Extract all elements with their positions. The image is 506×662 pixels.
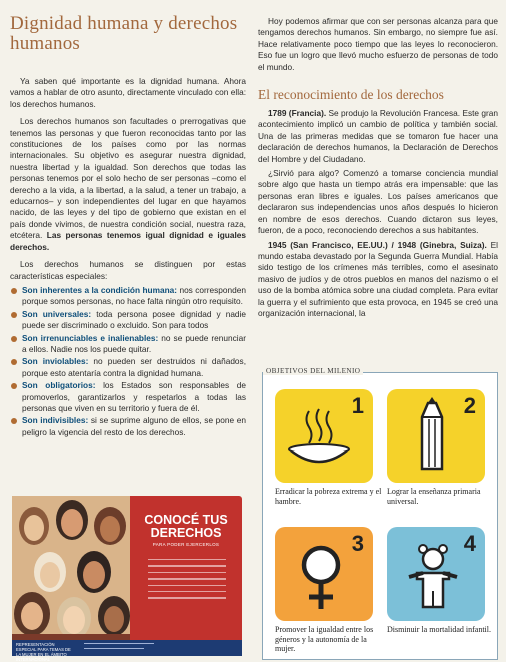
goal-tile-4 <box>387 527 485 621</box>
bowl-icon <box>275 389 373 483</box>
goal-caption-3: Promover la igualdad entre los géneros y la autonomía de la mujer. <box>275 625 374 654</box>
left-column <box>10 0 246 438</box>
characteristic-term: Son inherentes a la condición humana: <box>22 284 178 295</box>
definition-text: Los derechos humanos son facultades o prerrogativas que tenemos las personas y que fueron reconocidas tanto por las constituciones de los países como por las normas internacionales. Su objetivo es asegurar nuestra dignidad, nuestra libertad y la igualdad. Son derechos que todas las personas tenemos por el solo hecho de ser personas –como el derecho a la vida, a la libertad, a la salud, a tener un trabajo, a educarnos– y son independientes del lugar en que hayamos nacido, de las leyes y del tipo de gobierno que existan en el país donde vivimos, de nuestra condición social, nuestra raza, etcétera. <box>10 116 246 241</box>
characteristic-text: toda persona posee dignidad y nadie puede ser discriminado o excluido. Son para todos <box>22 308 247 331</box>
goal-number: 4 <box>463 531 476 556</box>
characteristic-item <box>10 380 246 414</box>
characteristic-term: Son inviolables: <box>22 356 89 367</box>
poster-women-illustration <box>12 496 130 640</box>
characteristic-item <box>10 356 246 379</box>
poster-footer-text: REPRESENTACIÓN ESPECIAL PARA TEMAS DE LA MUJER EN EL ÁMBITO INTERNACIONAL <box>16 642 71 662</box>
history-date: 1789 (Francia). <box>268 108 327 119</box>
goal-number: 3 <box>351 531 364 556</box>
poster-footer <box>12 640 242 662</box>
characteristic-text: no se puede renunciar a ellos. Nadie nos los puede quitar. <box>22 332 246 354</box>
bullet-dot <box>11 359 17 365</box>
characteristic-item <box>10 415 246 438</box>
goal-tile-3 <box>275 527 373 621</box>
history-paragraph <box>258 240 498 320</box>
poster-headline: CONOCÉ TUS DERECHOS <box>144 513 228 540</box>
section-heading: El reconocimiento de los derechos <box>258 87 444 103</box>
rights-poster <box>12 496 242 662</box>
goal-tile-1 <box>275 389 373 483</box>
poster-subline: PARA PODER EJERCERLOS <box>152 542 220 547</box>
characteristics-intro: Los derechos humanos se distinguen por estas características especiales: <box>10 259 246 281</box>
right-column <box>258 0 498 319</box>
bullet-dot <box>11 312 17 318</box>
characteristic-text: si se suprime alguno de ellos, se pone en peligro la vigencia del resto de los derechos. <box>22 415 246 437</box>
history-paragraph <box>258 168 498 236</box>
equal-dignity-statement: Las personas tenemos igual dignidad e iguales derechos. <box>10 230 246 252</box>
right-intro-paragraph: Hoy podemos afirmar que con ser personas alcanza para que tengamos derechos humanos. Sin embargo, no siempre fue así. Hace relativamente poco tiempo que las leyes lo reconocieron. Eso fue un logro que llevó mucho esfuerzo de personas de todo el mundo. <box>258 16 498 72</box>
goal-tile-2 <box>387 389 485 483</box>
millennium-goals-box <box>262 367 498 660</box>
characteristic-item <box>10 285 246 308</box>
goal-caption-4: Disminuir la mortalidad infantil. <box>387 625 491 634</box>
bullet-dot <box>11 383 17 389</box>
venus-icon <box>275 527 373 621</box>
characteristic-item <box>10 309 246 332</box>
characteristic-term: Son irrenunciables e inalienables: <box>22 332 159 343</box>
history-text: El mundo estaba devastado por la Segunda Guerra Mundial. Había sido testigo de los crímenes más terribles, como el asesinato masivo de judíos y de otros pueblos en manos del nazismo o el uso de la bomba atómica sobre una ciudad completa. Para evitar la guerra y el sufrimiento que esta provoca, en 1945 se creó una organización internacional, la <box>258 239 498 318</box>
characteristic-term: Son universales: <box>22 308 92 319</box>
baby-icon <box>387 527 485 621</box>
history-text: Se produjo la Revolución Francesa. Este gran acontecimiento implicó un cambio de política y también social. Una de las primeras medidas que se tomaron fue hacer una declaración de derechos humanos, la Declaración de Derechos del Hombre y del Ciudadano. <box>258 108 498 164</box>
goal-caption-1: Erradicar la pobreza extrema y el hambre. <box>275 487 382 506</box>
characteristic-text: no pueden ser destruidos ni dañados, porque esto atentaría contra la dignidad humana. <box>22 356 246 378</box>
characteristic-text: nos corresponden porque somos personas, no hace falta ningún otro requisito. <box>22 284 246 307</box>
pencil-icon <box>387 389 485 483</box>
goal-caption-2: Lograr la enseñanza primaria universal. <box>387 487 481 506</box>
poster-text-lines <box>148 554 226 599</box>
bullet-dot <box>11 336 17 342</box>
characteristic-text: los Estados son responsables de promoverlos, garantizarlos y respetarlos a todas las personas que viven en su territorio y fuera de él. <box>22 380 246 413</box>
bullet-dot <box>11 288 17 294</box>
history-text: ¿Sirvió para algo? Comenzó a tomarse conciencia mundial sobre algo que hasta un tiempo atrás era impensable: que las personas eran libres e iguales. Los países americanos que declararon sus independencias unos años después lo hicieron en nombre de esos derechos. Cuando dictaron sus leyes, fueron, de a poco, reconociendo derechos a sus habitantes. <box>258 168 498 236</box>
goal-number: 2 <box>463 393 476 418</box>
characteristic-item <box>10 333 246 356</box>
characteristic-term: Son indivisibles: <box>22 415 89 426</box>
goal-number: 1 <box>351 393 364 418</box>
bullet-dot <box>11 418 17 424</box>
intro-paragraph: Ya saben qué importante es la dignidad humana. Ahora vamos a hablar de otro asunto, directamente vinculado con ella: los derechos humanos. <box>10 76 246 109</box>
characteristic-term: Son obligatorios: <box>22 380 96 391</box>
history-date: 1945 (San Francisco, EE.UU.) / 1948 (Ginebra, Suiza). <box>268 239 487 250</box>
definition-paragraph <box>10 116 246 253</box>
page-title: Dignidad humana y derechos humanos <box>10 13 238 54</box>
millennium-goals-title: OBJETIVOS DEL MILENIO <box>263 367 363 375</box>
history-paragraph <box>258 108 498 165</box>
